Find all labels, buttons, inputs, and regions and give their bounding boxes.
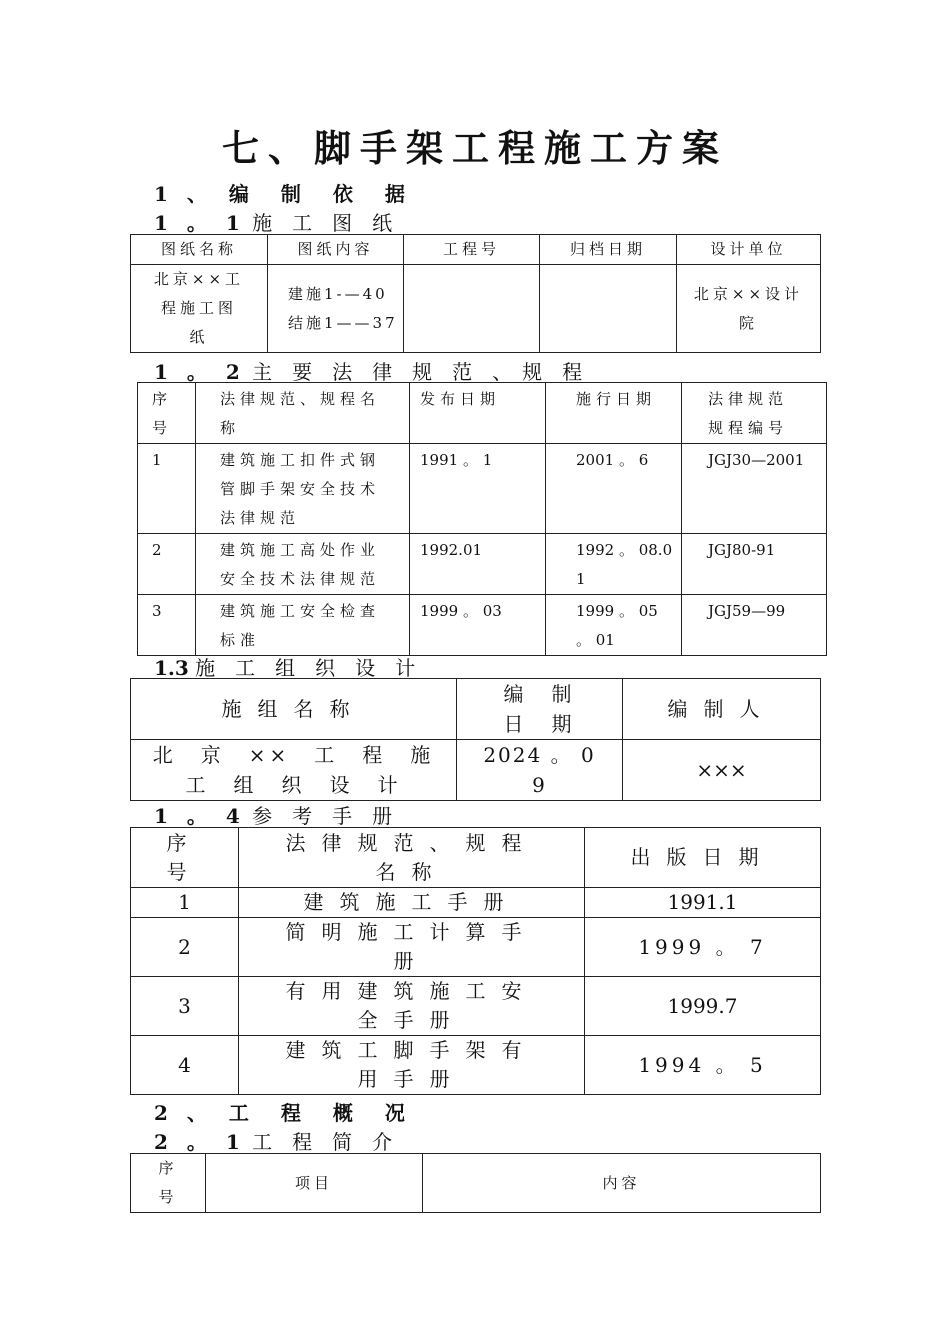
table-cell: 2024 。 0 9	[457, 740, 623, 801]
subsection-heading-1-3: 1.3 施 工 组 织 设 计	[154, 656, 416, 680]
table-header-cell: 序 号	[131, 1154, 206, 1213]
table-header-cell: 法律规范、规程 名称	[239, 828, 585, 888]
table-row	[131, 1036, 821, 1095]
table-row	[131, 888, 821, 918]
table-cell: 北京××设计 院	[677, 265, 821, 353]
table-cell: 1992.01	[410, 534, 546, 595]
table-cell: 1991 。 1	[410, 444, 546, 534]
table-row	[138, 534, 827, 595]
subsection-heading-1-1: 1 。 1 施 工 图 纸	[154, 211, 393, 235]
table-cell: 1992 。 08.0 1	[546, 534, 682, 595]
table-cell: 1999 。 05 。 01	[546, 595, 682, 656]
table-cell: 1994 。 5	[585, 1036, 821, 1095]
table-cell: JGJ80-91	[682, 534, 827, 595]
table-cell: ×××	[623, 740, 821, 801]
table-cell: 建筑施工扣件式钢 管脚手架安全技术 法律规范	[196, 444, 410, 534]
table-cell: 建筑工脚手架有 用手册	[239, 1036, 585, 1095]
table-header-cell: 图纸名称	[131, 235, 268, 265]
table-header-cell: 图纸内容	[268, 235, 404, 265]
table-row	[131, 977, 821, 1036]
page-title: 七、脚手架工程施工方案	[222, 127, 728, 170]
table-cell: 北 京 ×× 工 程 施 工 组 织 设 计	[131, 740, 457, 801]
table-header-cell: 法律规范、规程名 称	[196, 383, 410, 444]
table-row	[138, 444, 827, 534]
table-cell: 1999 。 7	[585, 918, 821, 977]
table-header-row	[131, 235, 821, 265]
table-cell: 建筑施工手册	[239, 888, 585, 918]
table-header-cell: 发布日期	[410, 383, 546, 444]
table-cell: 3	[138, 595, 196, 656]
table-row	[131, 918, 821, 977]
subsection-heading-1-4: 1 。 4 参 考 手 册	[154, 804, 393, 828]
table-row	[131, 740, 821, 801]
table-header-cell: 施行日期	[546, 383, 682, 444]
table-cell: 1	[138, 444, 196, 534]
table-header-row	[131, 1154, 821, 1213]
table-cell: 北京××工 程施工图 纸	[131, 265, 268, 353]
table-cell: 建筑施工安全检查 标准	[196, 595, 410, 656]
drawings-table	[130, 234, 821, 353]
table-header-row	[131, 828, 821, 888]
table-header-cell: 归档日期	[540, 235, 677, 265]
regulations-table	[137, 382, 827, 656]
table-header-cell: 项目	[206, 1154, 423, 1213]
table-header-cell: 设计单位	[677, 235, 821, 265]
table-cell: 建筑施工高处作业 安全技术法律规范	[196, 534, 410, 595]
table-header-row	[138, 383, 827, 444]
table-header-cell: 内容	[423, 1154, 821, 1213]
table-cell: 2001 。 6	[546, 444, 682, 534]
construction-design-table	[130, 678, 821, 801]
table-header-cell: 施组名称	[131, 679, 457, 740]
table-cell: 4	[131, 1036, 239, 1095]
section-heading-2: 2 、 工 程 概 况	[154, 1101, 411, 1125]
table-header-cell: 序 号	[138, 383, 196, 444]
table-cell: 建施1-—40 结施1——37	[268, 265, 404, 353]
table-header-row	[131, 679, 821, 740]
table-row	[131, 265, 821, 353]
project-overview-table	[130, 1153, 821, 1213]
table-header-cell: 编制人	[623, 679, 821, 740]
table-cell: 1999.7	[585, 977, 821, 1036]
table-header-cell: 工程号	[404, 235, 540, 265]
table-cell: 2	[131, 918, 239, 977]
table-header-cell: 序 号	[131, 828, 239, 888]
reference-handbook-table	[130, 827, 821, 1095]
subsection-heading-1-2: 1 。 2 主 要 法 律 规 范 、 规 程	[154, 360, 583, 384]
table-cell	[404, 265, 540, 353]
table-cell: 2	[138, 534, 196, 595]
section-heading-1: 1 、 编 制 依 据	[154, 182, 411, 206]
table-header-cell: 出版日期	[585, 828, 821, 888]
table-header-cell: 编 制 日 期	[457, 679, 623, 740]
table-row	[138, 595, 827, 656]
table-cell: 简明施工计算手 册	[239, 918, 585, 977]
table-cell	[540, 265, 677, 353]
table-header-cell: 法律规范 规程编号	[682, 383, 827, 444]
table-cell: 1991.1	[585, 888, 821, 918]
table-cell: 1	[131, 888, 239, 918]
table-cell: 1999 。 03	[410, 595, 546, 656]
table-cell: 有用建筑施工安 全手册	[239, 977, 585, 1036]
table-cell: JGJ30—2001	[682, 444, 827, 534]
subsection-heading-2-1: 2 。 1 工 程 简 介	[154, 1130, 393, 1154]
table-cell: JGJ59—99	[682, 595, 827, 656]
table-cell: 3	[131, 977, 239, 1036]
